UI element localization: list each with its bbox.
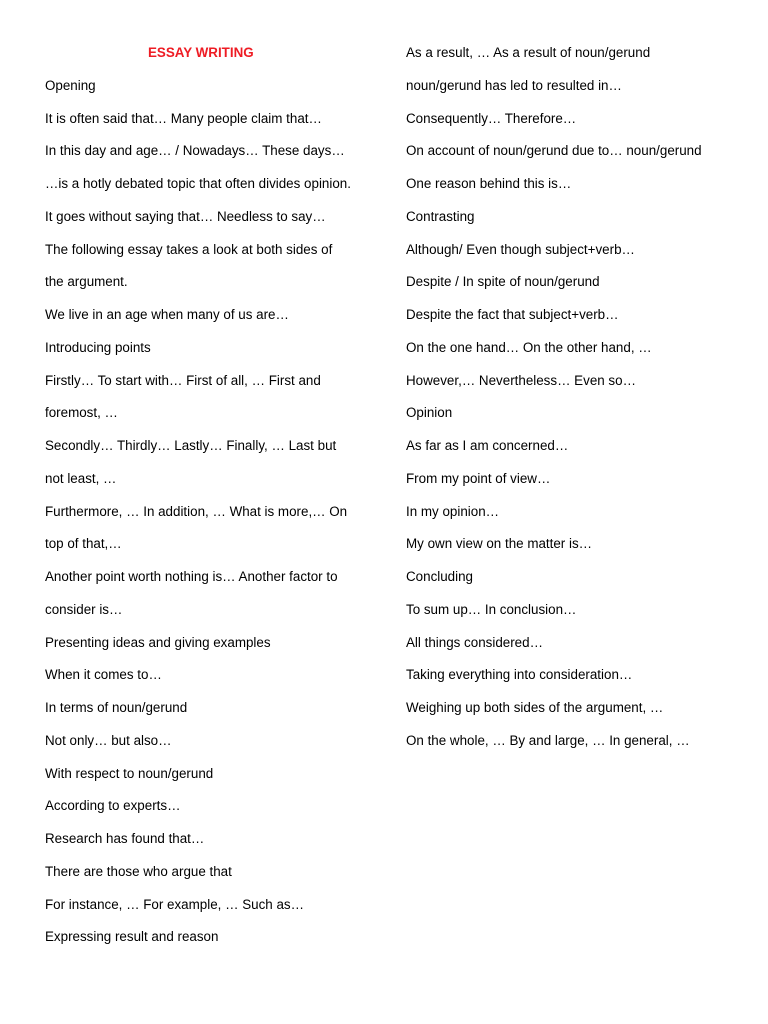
phrase-line: As a result, … As a result of noun/gerund (406, 45, 651, 60)
phrase-line: In this day and age… / Nowadays… These days… (45, 143, 345, 159)
phrase-line: not least, … (45, 470, 117, 486)
phrase-line: All things considered… (406, 634, 543, 650)
phrase-line: Despite the fact that subject+verb… (406, 307, 619, 322)
phrase-line: Opinion (406, 405, 453, 421)
phrase-line: Presenting ideas and giving examples (45, 634, 271, 650)
phrase-line: For instance, … For example, … Such as… (45, 896, 304, 912)
phrase-line: Although/ Even though subject+verb… (406, 241, 635, 257)
phrase-line: the argument. (45, 274, 128, 290)
left-column (45, 37, 385, 954)
phrase-line: In terms of noun/gerund (45, 700, 188, 715)
phrase-line: Despite / In spite of noun/gerund (406, 274, 600, 290)
phrase-line: Not only… but also… (45, 732, 172, 748)
phrase-line: We live in an age when many of us are… (45, 307, 289, 322)
phrase-line: According to experts… (45, 798, 181, 814)
phrase-line: My own view on the matter is… (406, 536, 593, 552)
phrase-line: Consequently… Therefore… (406, 110, 577, 126)
phrase-line: From my point of view… (406, 470, 551, 486)
phrase-line: Expressing result and reason (45, 929, 219, 945)
phrase-line: To sum up… In conclusion… (406, 601, 577, 617)
phrase-line: noun/gerund has led to resulted in… (406, 77, 622, 93)
phrase-line: Contrasting (406, 208, 475, 224)
document-title: ESSAY WRITING (148, 45, 254, 60)
phrase-line: In my opinion… (406, 503, 500, 519)
phrase-line: Firstly… To start with… First of all, … First and (45, 372, 321, 388)
phrase-line: When it comes to… (45, 667, 162, 683)
phrase-line: Concluding (406, 569, 473, 584)
phrase-line: Opening (45, 77, 96, 93)
phrase-line: Secondly… Thirdly… Lastly… Finally, … Last but (45, 438, 337, 453)
phrase-line: One reason behind this is… (406, 176, 572, 191)
phrase-line: There are those who argue that (45, 863, 232, 879)
phrase-line: However,… Nevertheless… Even so… (406, 372, 636, 388)
phrase-line: Weighing up both sides of the argument, … (406, 700, 664, 715)
phrase-line: …is a hotly debated topic that often divides opinion. (45, 176, 351, 191)
phrase-line: On account of noun/gerund due to… noun/gerund (406, 143, 702, 159)
phrase-line: Another point worth nothing is… Another factor to (45, 569, 338, 584)
right-column (406, 37, 746, 758)
phrase-line: As far as I am concerned… (406, 438, 569, 453)
phrase-line: consider is… (45, 601, 123, 617)
phrase-line: With respect to noun/gerund (45, 765, 214, 781)
phrase-line: On the one hand… On the other hand, … (406, 339, 652, 355)
phrase-line: The following essay takes a look at both sides of (45, 241, 333, 257)
phrase-line: Introducing points (45, 339, 151, 355)
phrase-line: foremost, … (45, 405, 118, 421)
phrase-line: On the whole, … By and large, … In general, … (406, 732, 690, 748)
phrase-line: It goes without saying that… Needless to say… (45, 208, 326, 224)
phrase-line: top of that,… (45, 536, 122, 552)
phrase-line: It is often said that… Many people claim that… (45, 110, 322, 126)
phrase-line: Research has found that… (45, 831, 205, 846)
phrase-line: Taking everything into consideration… (406, 667, 633, 683)
phrase-line: Furthermore, … In addition, … What is more,… On (45, 503, 348, 519)
